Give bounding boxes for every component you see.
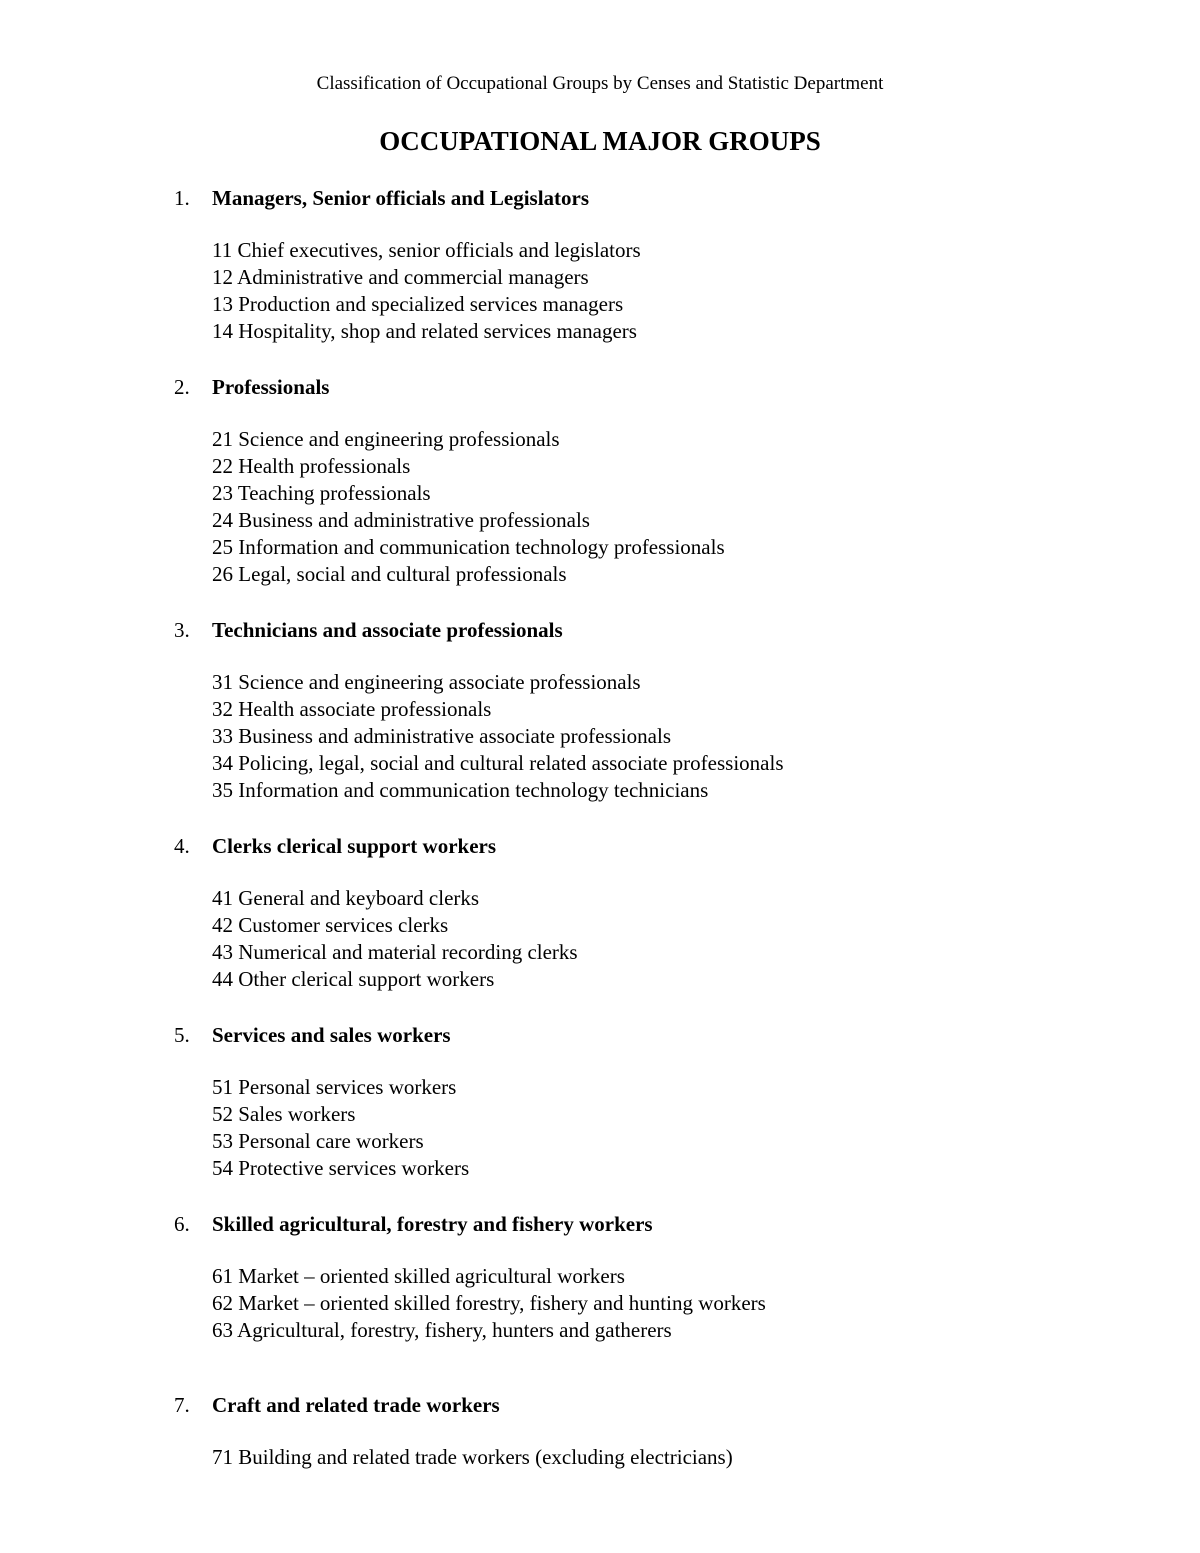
list-item: 13 Production and specialized services managers [212, 292, 624, 316]
group-number: 1. [174, 186, 190, 210]
group-items [0, 669, 1200, 804]
list-item: 23 Teaching professionals [212, 481, 431, 505]
list-item: 21 Science and engineering professionals [212, 427, 560, 451]
list-item: 22 Health professionals [212, 454, 411, 478]
group-title: Clerks clerical support workers [212, 834, 497, 858]
group-title: Skilled agricultural, forestry and fishery workers [212, 1212, 653, 1236]
list-item: 11 Chief executives, senior officials and legislators [212, 238, 641, 262]
group-number: 4. [174, 834, 190, 858]
group-title: Craft and related trade workers [212, 1393, 500, 1417]
group-number: 6. [174, 1212, 190, 1236]
list-item: 44 Other clerical support workers [212, 967, 495, 991]
group-2 [0, 372, 1200, 588]
list-item: 12 Administrative and commercial managers [212, 265, 589, 289]
list-item: 53 Personal care workers [212, 1129, 424, 1153]
group-heading [0, 1020, 1200, 1050]
group-3 [0, 615, 1200, 804]
group-title: Services and sales workers [212, 1023, 451, 1047]
group-number: 3. [174, 618, 190, 642]
group-items [0, 1074, 1200, 1182]
group-items [0, 426, 1200, 588]
list-item: 34 Policing, legal, social and cultural related associate professionals [212, 751, 784, 775]
list-item: 41 General and keyboard clerks [212, 886, 480, 910]
group-number: 5. [174, 1023, 190, 1047]
group-items [0, 885, 1200, 993]
list-item: 43 Numerical and material recording clerks [212, 940, 578, 964]
list-item: 62 Market – oriented skilled forestry, fishery and hunting workers [212, 1291, 766, 1315]
list-item: 32 Health associate professionals [212, 697, 492, 721]
group-4 [0, 831, 1200, 993]
list-item: 24 Business and administrative professionals [212, 508, 590, 532]
page-title: OCCUPATIONAL MAJOR GROUPS [379, 126, 821, 156]
group-6 [0, 1209, 1200, 1344]
group-heading [0, 1390, 1200, 1420]
list-item: 31 Science and engineering associate professionals [212, 670, 641, 694]
document-subtitle: Classification of Occupational Groups by Censes and Statistic Department [316, 73, 884, 94]
list-item: 14 Hospitality, shop and related services managers [212, 319, 637, 343]
group-number: 2. [174, 375, 190, 399]
list-item: 51 Personal services workers [212, 1075, 457, 1099]
group-5 [0, 1020, 1200, 1182]
list-item: 71 Building and related trade workers (excluding electricians) [212, 1445, 733, 1469]
occupational-groups-list [0, 183, 1200, 1471]
list-item: 42 Customer services clerks [212, 913, 449, 937]
list-item: 35 Information and communication technology technicians [212, 778, 709, 802]
group-items [0, 1444, 1200, 1471]
group-number: 7. [174, 1393, 190, 1417]
group-heading [0, 372, 1200, 402]
group-heading [0, 615, 1200, 645]
group-heading [0, 1209, 1200, 1239]
list-item: 26 Legal, social and cultural professionals [212, 562, 567, 586]
list-item: 25 Information and communication technology professionals [212, 535, 725, 559]
group-title: Technicians and associate professionals [212, 618, 563, 642]
list-item: 52 Sales workers [212, 1102, 356, 1126]
list-item: 54 Protective services workers [212, 1156, 470, 1180]
group-heading [0, 831, 1200, 861]
group-1 [0, 183, 1200, 345]
group-title: Managers, Senior officials and Legislators [212, 186, 590, 210]
group-items [0, 1263, 1200, 1344]
list-item: 61 Market – oriented skilled agricultural workers [212, 1264, 625, 1288]
group-title: Professionals [212, 375, 330, 399]
group-7 [0, 1390, 1200, 1471]
list-item: 63 Agricultural, forestry, fishery, hunters and gatherers [212, 1318, 672, 1342]
group-heading [0, 183, 1200, 213]
list-item: 33 Business and administrative associate professionals [212, 724, 671, 748]
group-items [0, 237, 1200, 345]
